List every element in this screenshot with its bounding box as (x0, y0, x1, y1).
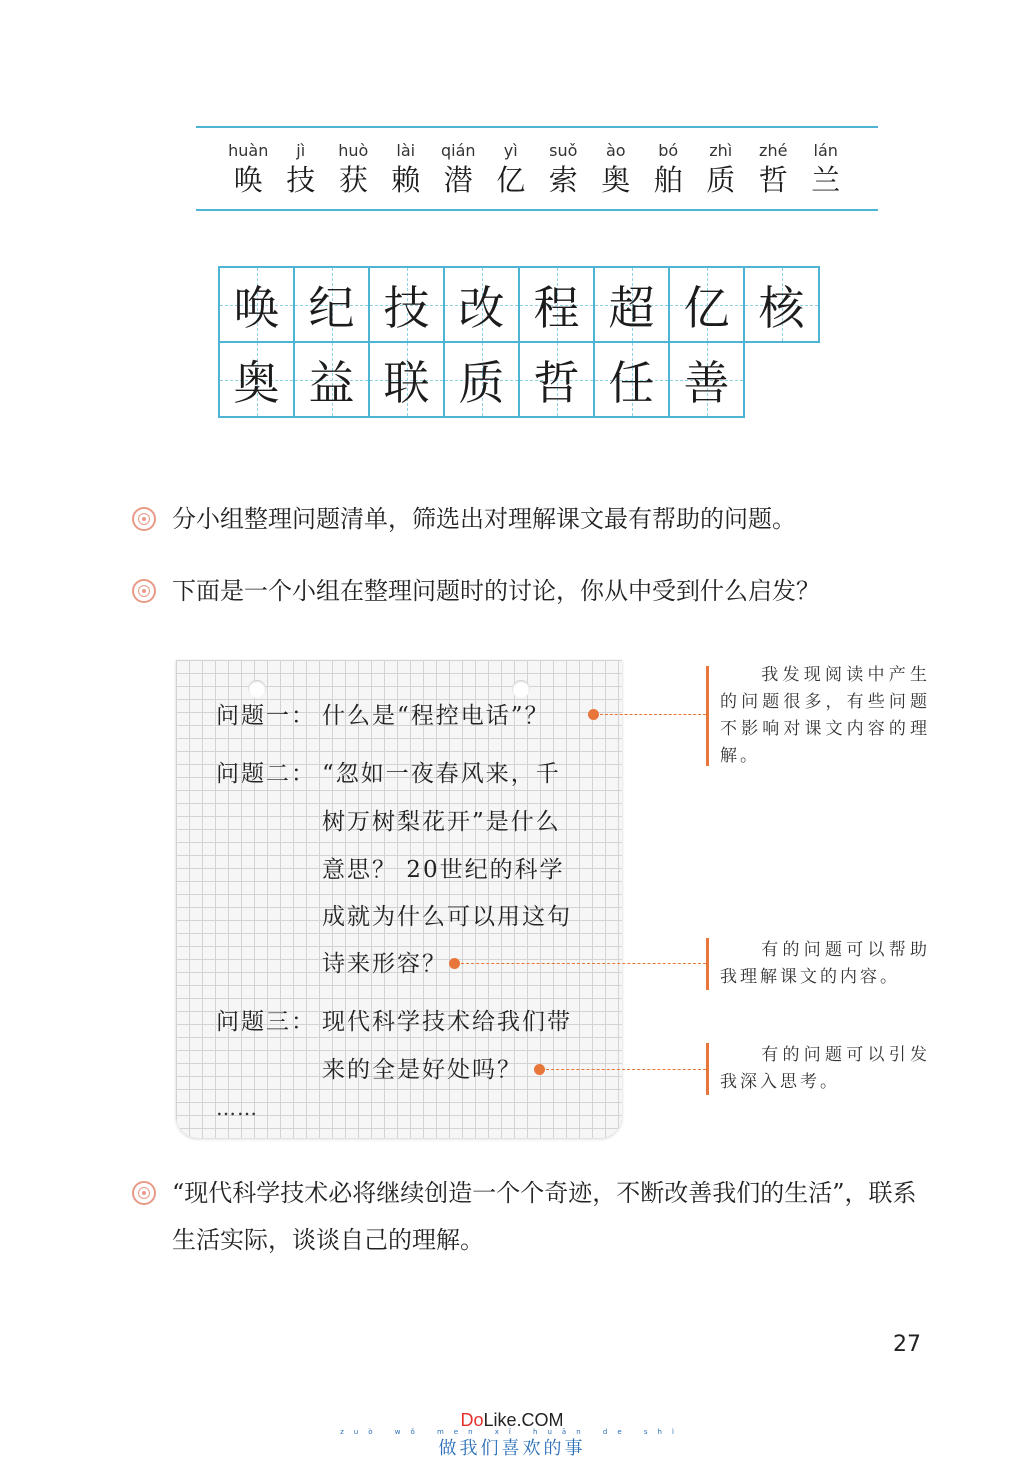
grid-char: 纪 (308, 280, 355, 335)
connector-dot-icon (534, 1064, 545, 1075)
task-text: 分小组整理问题清单，筛选出对理解课文最有帮助的问题。 (172, 505, 796, 533)
pinyin: huàn (228, 141, 269, 160)
grid-cell (668, 266, 745, 343)
hanzi: 赖 (391, 163, 421, 197)
pinyin: jì (296, 141, 306, 160)
note-content: 有的问题可以引发我深入思考。 (720, 1045, 930, 1092)
note-text (720, 937, 930, 991)
spiral-bullet-icon (132, 1181, 156, 1205)
grid-char: 技 (383, 280, 430, 335)
task-text: “现代科学技术必将继续创造一个个奇迹，不断改善我们的生活”，联系生活实际，谈谈自己的理解。 (172, 1179, 917, 1254)
pinyin-word (380, 140, 433, 198)
writing-grid (218, 266, 818, 416)
pinyin: yì (503, 141, 518, 160)
connector-dot-icon (588, 709, 599, 720)
question-3-line: 现代科学技术给我们带 (322, 1009, 572, 1035)
hanzi: 奥 (601, 163, 631, 197)
watermark-slogan: 做我们喜欢的事 (438, 1438, 586, 1459)
grid-cell (518, 266, 595, 343)
note-accent-bar (706, 1043, 709, 1095)
pinyin-word (695, 140, 748, 198)
pinyin-band-top-rule (196, 126, 878, 128)
pinyin: qián (440, 141, 476, 160)
grid-char: 哲 (533, 355, 580, 410)
pinyin: lán (813, 141, 838, 160)
pinyin: zhé (759, 141, 788, 160)
note-content: 有的问题可以帮助我理解课文的内容。 (720, 940, 930, 987)
pinyin-word (275, 140, 328, 198)
hanzi: 质 (706, 163, 736, 197)
question-2-line: “忽如一夜春风来，千 (322, 761, 561, 787)
pinyin: huò (338, 141, 369, 160)
spiral-bullet-icon (132, 579, 156, 603)
connector-dot-icon (449, 958, 460, 969)
grid-char: 任 (608, 355, 655, 410)
grid-cell (218, 341, 295, 418)
grid-char: 超 (608, 280, 655, 335)
watermark-pinyin: zuò wǒ men xǐ huān de shì (340, 1428, 684, 1436)
grid-char: 亿 (683, 280, 730, 335)
grid-char: 善 (683, 355, 730, 410)
connector-line (546, 1069, 706, 1070)
grid-cell (593, 341, 670, 418)
grid-char: 核 (758, 280, 805, 335)
grid-cell (368, 266, 445, 343)
hanzi: 获 (338, 163, 368, 197)
task-text: 下面是一个小组在整理问题时的讨论，你从中受到什么启发？ (172, 577, 820, 605)
note-text (720, 662, 930, 770)
pinyin-band-bottom-rule (196, 209, 878, 211)
grid-cell (293, 341, 370, 418)
question-2-line: 树万树梨花开”是什么 (322, 809, 561, 835)
grid-cell (518, 341, 595, 418)
hanzi: 舶 (653, 163, 683, 197)
pinyin-word-list (222, 140, 852, 198)
hanzi: 唤 (233, 163, 263, 197)
watermark-site-rest: Like.COM (483, 1410, 564, 1430)
task-item (132, 496, 932, 543)
hanzi: 哲 (758, 163, 788, 197)
pinyin: suǒ (549, 141, 578, 160)
pinyin-word (800, 140, 853, 198)
grid-row (218, 341, 818, 416)
grid-cell (668, 341, 745, 418)
question-1-label: 问题一： (216, 703, 316, 729)
connector-line (600, 714, 706, 715)
question-2-line: 诗来形容？ (322, 951, 447, 977)
task-item (132, 1170, 932, 1264)
question-2-line: 意思？ 20世纪的科学 (322, 857, 565, 883)
grid-char: 程 (533, 280, 580, 335)
pinyin-word (747, 140, 800, 198)
connector-line (461, 963, 706, 964)
hanzi: 技 (286, 163, 316, 197)
grid-char: 改 (458, 280, 505, 335)
hanzi: 潜 (443, 163, 473, 197)
question-3-label: 问题三： (216, 1009, 316, 1035)
pinyin: ào (605, 141, 626, 160)
hanzi: 兰 (811, 163, 841, 197)
note-text (720, 1042, 930, 1096)
pinyin-word (537, 140, 590, 198)
question-2-label: 问题二： (216, 761, 316, 787)
pinyin: lài (396, 141, 416, 160)
spiral-bullet-icon (132, 507, 156, 531)
grid-cell (443, 341, 520, 418)
note-content: 我发现阅读中产生的问题很多，有些问题不影响对课文内容的理解。 (720, 665, 930, 766)
pinyin-word (432, 140, 485, 198)
ellipsis: …… (216, 1096, 258, 1120)
pinyin: zhì (709, 141, 733, 160)
grid-cell (218, 266, 295, 343)
grid-cell (293, 266, 370, 343)
pinyin-word (642, 140, 695, 198)
pinyin-word (485, 140, 538, 198)
grid-row (218, 266, 818, 341)
hanzi: 索 (548, 163, 578, 197)
question-1-text: 什么是“程控电话”？ (322, 703, 550, 729)
task-item (132, 568, 932, 615)
grid-cell (743, 266, 820, 343)
grid-cell (443, 266, 520, 343)
pinyin-word (590, 140, 643, 198)
grid-cell (368, 341, 445, 418)
note-accent-bar (706, 666, 709, 766)
hanzi: 亿 (496, 163, 526, 197)
grid-char: 奥 (233, 355, 280, 410)
note-accent-bar (706, 938, 709, 990)
grid-char: 益 (308, 355, 355, 410)
grid-char: 质 (458, 355, 505, 410)
grid-char: 联 (383, 355, 430, 410)
question-2-line: 成就为什么可以用这句 (322, 904, 572, 930)
watermark-site-do: Do (460, 1410, 484, 1430)
question-3-line: 来的全是好处吗？ (322, 1057, 522, 1083)
pinyin-word (222, 140, 275, 198)
pinyin-word (327, 140, 380, 198)
pinyin: bó (658, 141, 679, 160)
page-number: 27 (893, 1332, 921, 1357)
grid-char: 唤 (233, 280, 280, 335)
grid-cell (593, 266, 670, 343)
